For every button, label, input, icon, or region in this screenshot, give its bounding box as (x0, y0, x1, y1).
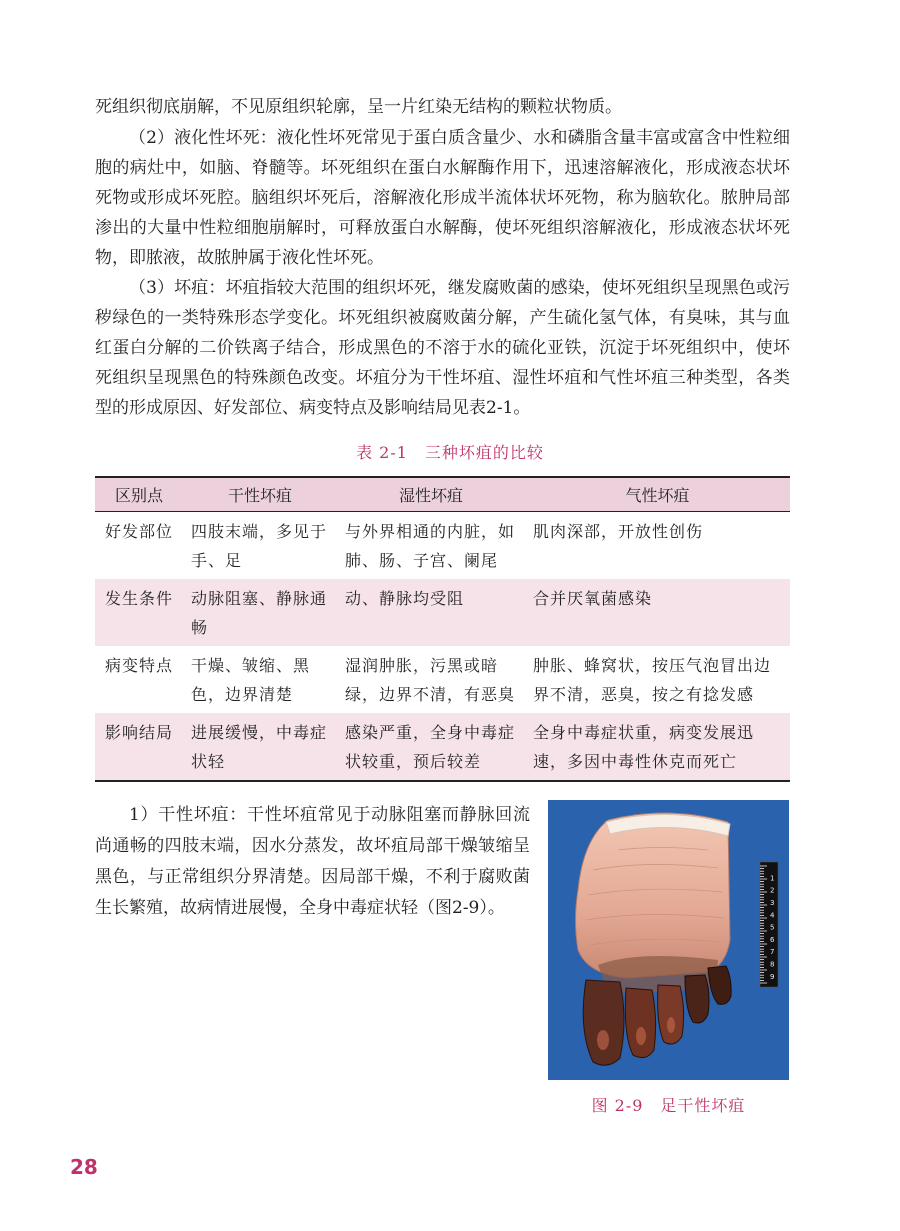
scale-ruler (760, 862, 778, 987)
dry-gangrene-foot-photo (548, 800, 789, 1080)
paragraph-dry-gangrene: 1）干性坏疽：干性坏疽常见于动脉阻塞而静脉回流尚通畅的四肢末端，因水分蒸发，故坏疽局部干燥皱缩呈黑色，与正常组织分界清楚。因局部干燥，不利于腐败菌生长繁殖，故病情进展慢，全身中毒症状轻（图2-9）。 (95, 805, 530, 918)
ruler-digit: 6 (770, 935, 775, 944)
table-header-row (95, 477, 790, 512)
header-cell: 气性坏疽 (525, 477, 790, 512)
table-cell: 好发部位 (104, 522, 173, 541)
ruler-digit: 1 (770, 874, 775, 883)
table-cell: 湿润肿胀，污黑或暗绿，边界不清，有恶臭 (345, 656, 516, 704)
table-cell: 肌肉深部，开放性创伤 (533, 522, 704, 541)
gangrene-comparison-table (95, 476, 790, 782)
table-cell: 肿胀、蜂窝状，按压气泡冒出边界不清，恶臭，按之有捻发感 (533, 656, 772, 704)
table-cell: 感染严重，全身中毒症状较重，预后较差 (337, 713, 525, 781)
table-cell: 全身中毒症状重，病变发展迅速，多因中毒性休克而死亡 (525, 713, 790, 781)
table-cell: 进展缓慢，中毒症状轻 (183, 713, 337, 781)
table-cell: 四肢末端，多见于手、足 (191, 522, 328, 570)
table-row (95, 713, 790, 781)
page-number: 28 (70, 1155, 98, 1179)
table-row (95, 512, 790, 580)
ruler-digit: 7 (770, 948, 775, 957)
ruler-labels (770, 874, 775, 981)
ruler-digit: 3 (770, 898, 775, 907)
table-row (95, 646, 790, 713)
paragraph-liquefactive-necrosis: （2）液化性坏死：液化性坏死常见于蛋白质含量少、水和磷脂含量丰富或富含中性粒细胞的病灶中，如脑、脊髓等。坏死组织在蛋白水解酶作用下，迅速溶解液化，形成液态状坏死物或形成坏死腔。脑组织坏死后，溶解液化形成半流体状坏死物，称为脑软化。脓肿局部渗出的大量中性粒细胞崩解时，可释放蛋白水解酶，使坏死组织溶解液化，形成液态状坏死物，即脓液，故脓肿属于液化性坏死。 (95, 128, 790, 268)
table-caption: 表 2-1 三种坏疽的比较 (356, 443, 544, 462)
header-cell: 区别点 (95, 477, 183, 512)
table-cell: 发生条件 (95, 579, 183, 646)
paragraph-necrosis-end: 死组织彻底崩解，不见原组织轮廓，呈一片红染无结构的颗粒状物质。 (95, 97, 622, 117)
table-row (95, 579, 790, 646)
table-cell: 影响结局 (95, 713, 183, 781)
ruler-digit: 4 (770, 911, 775, 920)
table-cell: 动、静脉均受阻 (337, 579, 525, 646)
figure-caption: 图 2-9 足干性坏疽 (591, 1096, 746, 1115)
ruler-digit: 2 (770, 886, 775, 895)
ruler-digit: 5 (770, 923, 775, 932)
foot-illustration (548, 800, 789, 1080)
ruler-digit: 8 (770, 960, 775, 969)
header-cell: 湿性坏疽 (337, 477, 525, 512)
table-cell: 与外界相通的内脏，如肺、肠、子宫、阑尾 (345, 522, 516, 570)
ruler-digit: 9 (770, 972, 775, 981)
table-cell: 干燥、皱缩、黑色，边界清楚 (191, 656, 311, 704)
table-cell: 动脉阻塞、静脉通畅 (183, 579, 337, 646)
foot-dorsum (576, 813, 731, 978)
header-cell: 干性坏疽 (183, 477, 337, 512)
paragraph-gangrene: （3）坏疽：坏疽指较大范围的组织坏死，继发腐败菌的感染，使坏死组织呈现黑色或污秽绿色的一类特殊形态学变化。坏死组织被腐败菌分解，产生硫化氢气体，有臭味，其与血红蛋白分解的二价铁离子结合，形成黑色的不溶于水的硫化亚铁，沉淀于坏死组织中，使坏死组织呈现黑色的特殊颜色改变。坏疽分为干性坏疽、湿性坏疽和气性坏疽三种类型，各类型的形成原因、好发部位、病变特点及影响结局见表2-1。 (95, 278, 790, 418)
table-cell: 病变特点 (104, 656, 173, 675)
table-cell: 合并厌氧菌感染 (525, 579, 790, 646)
